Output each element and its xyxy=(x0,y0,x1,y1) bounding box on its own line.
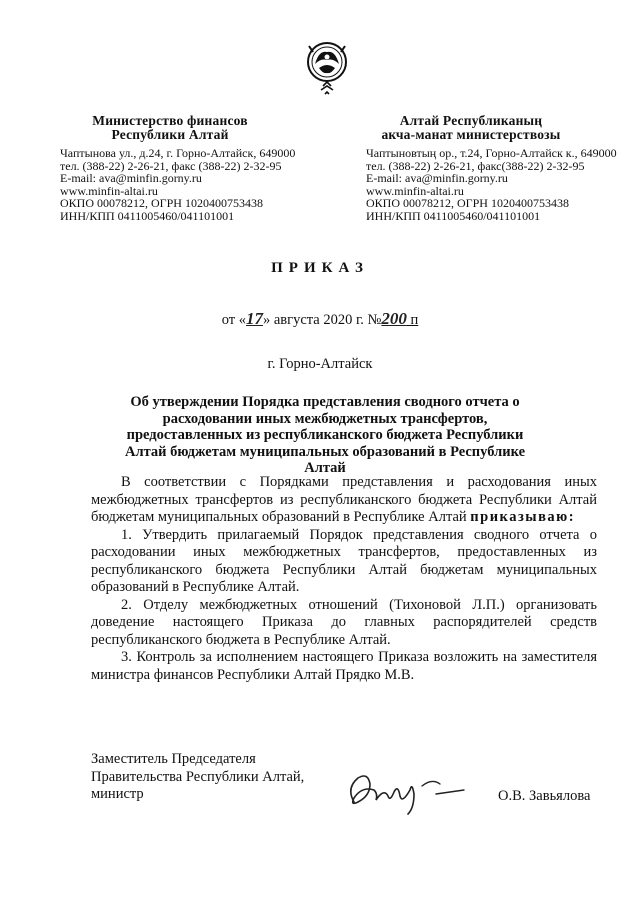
handwritten-signature xyxy=(340,768,470,818)
website-ru: www.minfin-altai.ru xyxy=(60,183,158,198)
order-number-handwritten: 200 xyxy=(381,309,407,328)
intro-text: В соответствии с Порядками представления и расходования иных межбюджетных трансфертов из республиканского бюджета Республики Алтай бюджетам муниципальных образований в Республике Алтай xyxy=(91,474,597,525)
signatory-line2: Правительства Республики Алтай, xyxy=(91,768,305,785)
order-number-suffix: п xyxy=(406,312,419,328)
org-name-alt-line2: акча-манат министерствозы xyxy=(381,127,561,142)
signatory-position xyxy=(91,751,304,804)
org-name-alt-line1: Алтай Республиканың xyxy=(399,113,543,128)
phone-alt: тел. (388-22) 2-26-21, факс(388-22) 2-32-95 xyxy=(366,158,585,173)
date-mid: » августа 2020 г. № xyxy=(263,312,382,328)
item-2: 2. Отделу межбюджетных отношений (Тихоновой Л.П.) организовать доведение настоящего Приказа до главных распорядителей средств республиканского бюджета в Республике Алтай. xyxy=(91,596,597,648)
inn-ru: ИНН/КПП 0411005460/041101001 xyxy=(60,208,235,223)
city-line: г. Горно-Алтайск xyxy=(267,356,373,372)
date-number-line xyxy=(0,309,640,329)
inn-alt: ИНН/КПП 0411005460/041101001 xyxy=(366,208,541,223)
intro-paragraph xyxy=(91,474,597,527)
website-alt: www.minfin-altai.ru xyxy=(366,183,464,198)
order-word: приказываю: xyxy=(470,509,576,525)
signatory-name: О.В. Завьялова xyxy=(498,788,591,804)
email-ru: E-mail: ava@minfin.gorny.ru xyxy=(60,171,202,186)
date-prefix: от « xyxy=(221,312,246,328)
item-1: 1. Утвердить прилагаемый Порядок представления сводного отчета о расходовании иных межбюджетных трансфертов, предоставленных из республиканского бюджета Республики Алтай бюджетам муниципальных образований в Республике Алтай. xyxy=(91,526,597,595)
header-right-block xyxy=(366,114,616,223)
order-subject: Об утверждении Порядка представления сводного отчета о расходовании иных межбюджетных трансфертов, предоставленных из республиканского бюджета Республики Алтай бюджетам муниципальных образований в Республике Алтай xyxy=(124,394,526,476)
phone-ru: тел. (388-22) 2-26-21, факс (388-22) 2-32-95 xyxy=(60,158,282,173)
okpo-alt: ОКПО 00078212, ОГРН 1020400753438 xyxy=(366,196,569,211)
coat-of-arms-emblem xyxy=(305,40,349,100)
address-alt: Чаптыновтың ор., т.24, Горно-Алтайск к., 649000 xyxy=(366,146,617,160)
address-ru: Чаптынова ул., д.24, г. Горно-Алтайск, 649000 xyxy=(60,146,296,160)
okpo-ru: ОКПО 00078212, ОГРН 1020400753438 xyxy=(60,196,263,211)
org-name-ru-line2: Республики Алтай xyxy=(111,127,229,142)
signatory-line1: Заместитель Председателя xyxy=(91,751,256,767)
signatory-line3: министр xyxy=(91,786,144,802)
order-body xyxy=(91,474,597,684)
email-alt: E-mail: ava@minfin.gorny.ru xyxy=(366,171,508,186)
document-title: ПРИКАЗ xyxy=(271,260,369,276)
date-day-handwritten: 17 xyxy=(246,309,263,328)
org-name-ru-line1: Министерство финансов xyxy=(92,113,248,128)
header-left-block xyxy=(60,114,310,223)
item-3: 3. Контроль за исполнением настоящего Приказа возложить на заместителя министра финансов Республики Алтай Прядко М.В. xyxy=(91,649,597,683)
